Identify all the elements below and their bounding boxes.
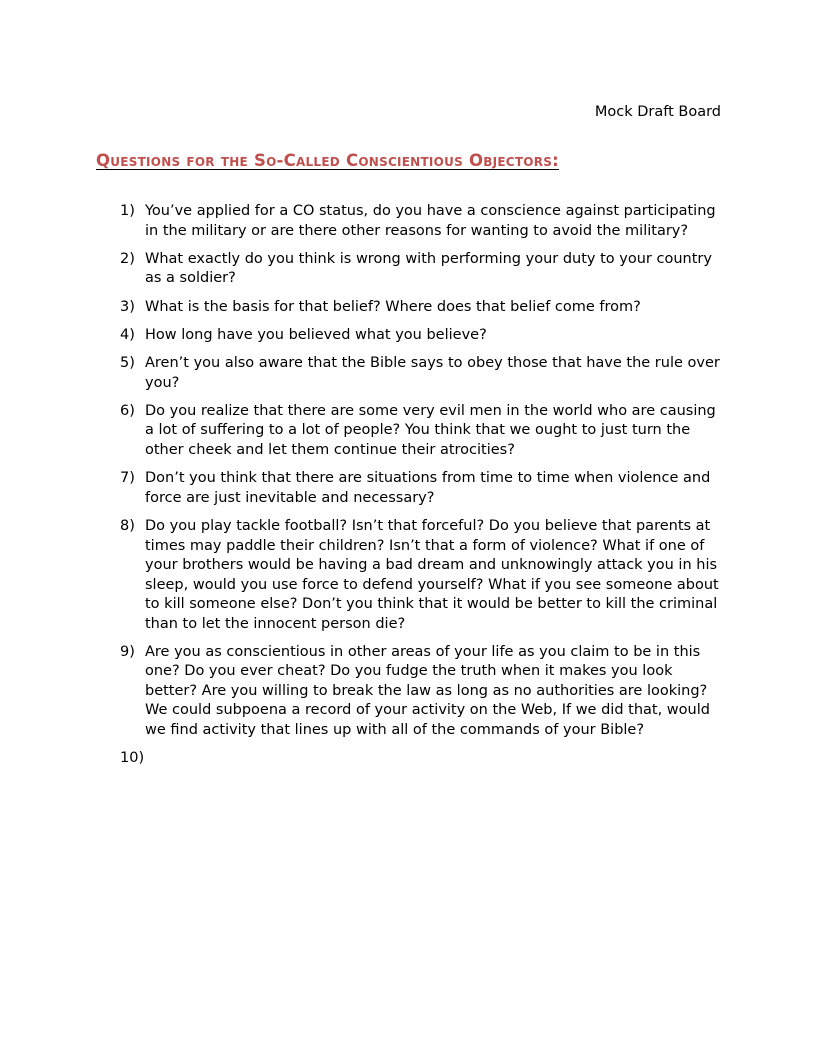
question-item-9 — [120, 643, 724, 741]
question-number: 9) — [120, 643, 135, 660]
header-label: Mock Draft Board — [594, 104, 721, 120]
question-item-6 — [120, 402, 724, 461]
question-text: What exactly do you think is wrong with performing your duty to your country as a soldier? — [145, 250, 712, 287]
question-text: Don’t you think that there are situations from time to time when violence and force are just inevitable and necessary? — [145, 470, 711, 506]
question-item-8 — [120, 517, 724, 634]
question-number: 5) — [120, 355, 135, 372]
question-text: Aren’t you also aware that the Bible says to obey those that have the rule over you? — [145, 355, 720, 391]
question-text: Are you as conscientious in other areas of your life as you claim to be in this one? Do you ever cheat? Do you fudge the truth when it makes you look better? Are you willing to break the law as long as no authorities are looking? We could subpoena a record of your activity on the Web, If we did that, would we find activity that lines up with all of the commands of your Bible? — [145, 643, 710, 738]
question-number: 1) — [120, 203, 135, 219]
document-title: Questions for the So-Called Conscientious Objectors: — [96, 151, 559, 170]
question-text: What is the basis for that belief? Where does that belief come from? — [145, 298, 641, 315]
question-text: Do you play tackle football? Isn’t that forceful? Do you believe that parents at times may paddle their children? Isn’t that a form of violence? What if one of your brothers would be having a bad dream and unknowingly attack you in his sleep, would you use force to defend yourself? What if you see someone about to kill someone else? Don’t you think that it would be better to kill the criminal than to let the innocent person die? — [145, 518, 719, 632]
question-number: 8) — [120, 518, 135, 535]
question-item-7 — [120, 469, 724, 508]
question-text: Do you realize that there are some very evil men in the world who are causing a lot of suffering to a lot of people? You think that we ought to just turn the other cheek and let them continue their atrocities? — [145, 402, 716, 458]
question-number: 4) — [120, 326, 135, 343]
question-number: 2) — [120, 250, 135, 267]
question-number: 7) — [120, 470, 135, 487]
question-item-2 — [120, 250, 724, 289]
question-item-1 — [120, 202, 724, 241]
question-number: 10) — [120, 750, 145, 767]
question-text: How long have you believed what you believe? — [145, 326, 487, 343]
question-list — [120, 202, 724, 767]
question-number: 3) — [120, 298, 135, 315]
question-item-4 — [120, 326, 724, 346]
question-number: 6) — [120, 402, 135, 419]
question-text: You’ve applied for a CO status, do you have a conscience against participating in the military or are there other reasons for wanting to avoid the military? — [145, 203, 716, 239]
question-item-5 — [120, 354, 724, 393]
question-item-3 — [120, 298, 724, 318]
